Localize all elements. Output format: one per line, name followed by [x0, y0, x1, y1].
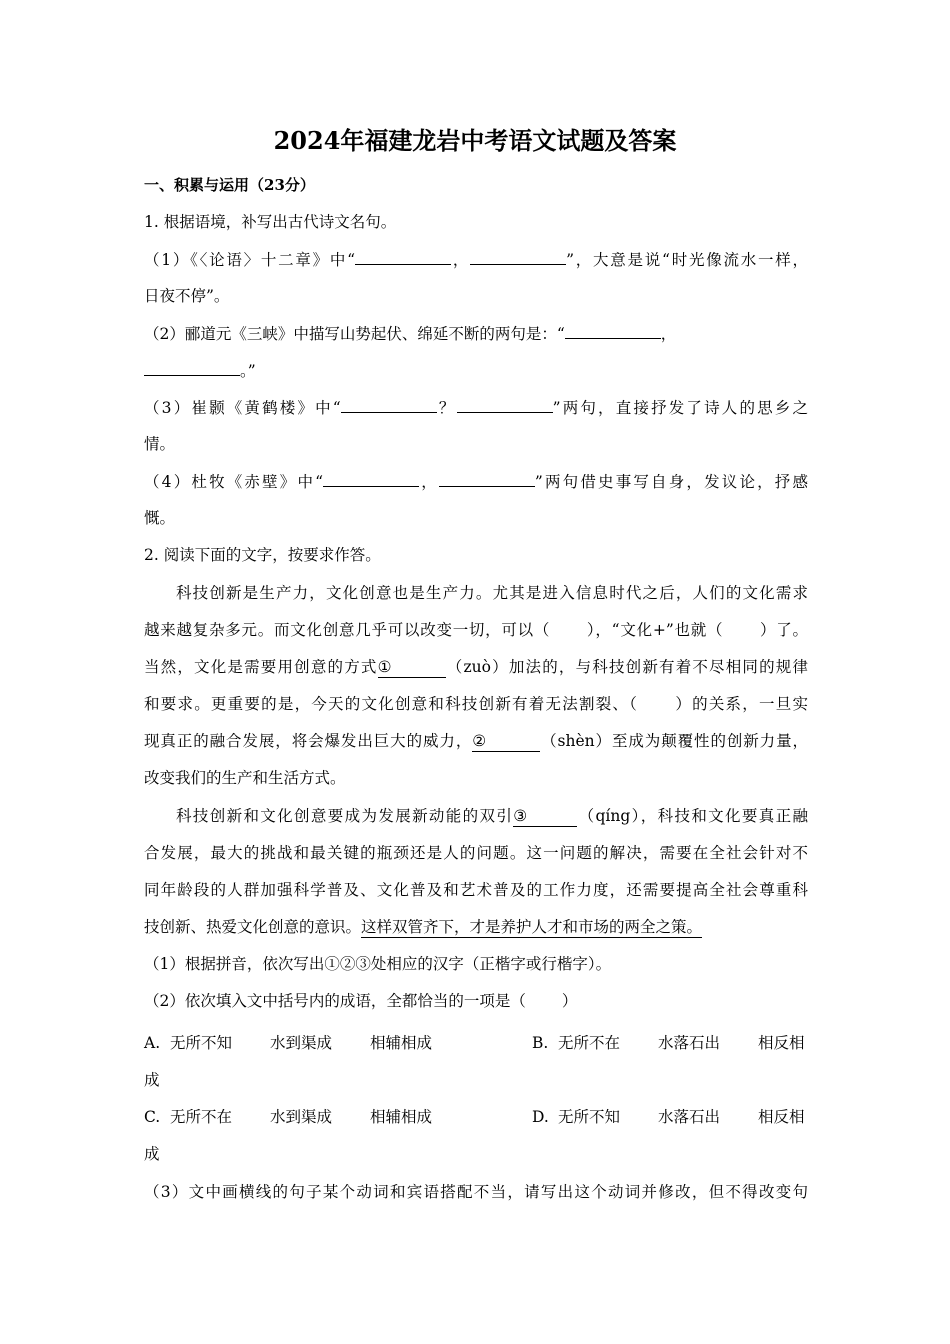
answer-blank[interactable] — [341, 395, 437, 413]
blank-mark-3[interactable]: ③ — [513, 806, 577, 827]
q1-sub3-line1: （3）崔颢《黄鹤楼》中“ ？ ”两句，直接抒发了诗人的思乡之 — [144, 395, 808, 420]
q2-sub3: （3）文中画横线的句子某个动词和宾语搭配不当，请写出这个动词并修改，但不得改变句 — [144, 1183, 808, 1201]
passage-p1-line1: 科技创新是生产力，文化创意也是生产力。尤其是进入信息时代之后，人们的文化需求 — [176, 584, 808, 602]
page-title: 2024年福建龙岩中考语文试题及答案 — [273, 126, 677, 155]
answer-blank[interactable] — [355, 247, 451, 265]
q2-sub2: （2）依次填入文中括号内的成语，全都恰当的一项是（ ） — [144, 992, 578, 1010]
blank-mark-2[interactable]: ② — [472, 731, 540, 752]
option-b-wrap: 成 — [144, 1071, 160, 1089]
answer-blank[interactable] — [457, 395, 553, 413]
passage-p2-line1: 科技创新和文化创意要成为发展新动能的双引③ （qíng），科技和文化要真正融 — [176, 807, 808, 825]
q1-sub4-line1: （4）杜牧《赤壁》中“ ， ”两句借史事写自身，发议论，抒感 — [144, 469, 808, 494]
passage-p2-line3: 同年龄段的人群加强科学普及、文化普及和艺术普及的工作力度，还需要提高全社会尊重科 — [144, 881, 808, 899]
blank-mark-1[interactable]: ① — [378, 657, 446, 678]
answer-blank[interactable] — [439, 469, 535, 487]
option-a[interactable]: A. 无所不知 水到渠成 相辅相成 — [144, 1034, 433, 1052]
passage-p2-line4: 技创新、热爱文化创意的意识。这样双管齐下，才是养护人才和市场的两全之策。 — [144, 918, 703, 936]
passage-p1-line4: 和要求。更重要的是，今天的文化创意和科技创新有着无法割裂、（ ）的关系，一旦实 — [144, 695, 808, 713]
option-b[interactable]: B. 无所不在 水落石出 相反相 — [532, 1034, 805, 1052]
q1-sub1-line1: （1）《〈论语〉十二章》中“ ， ”，大意是说“时光像流水一样， — [144, 247, 808, 272]
passage-p2-line2: 合发展，最大的挑战和最关键的瓶颈还是人的问题。这一问题的解决，需要在全社会针对不 — [144, 844, 808, 862]
option-d[interactable]: D. 无所不知 水落石出 相反相 — [532, 1108, 805, 1126]
answer-blank[interactable] — [470, 247, 566, 265]
passage-p1-line3: 当然，文化是需要用创意的方式① （zuò）加法的，与科技创新有着不尽相同的规律 — [144, 658, 808, 676]
option-c[interactable]: C. 无所不在 水到渠成 相辅相成 — [144, 1108, 433, 1126]
q1-sub2-line1: （2）郦道元《三峡》中描写山势起伏、绵延不断的两句是：“ ， — [144, 321, 808, 346]
q1-sub4-line2: 慨。 — [144, 509, 176, 527]
q2-sub1: （1）根据拼音，依次写出①②③处相应的汉字（正楷字或行楷字）。 — [144, 955, 612, 973]
answer-blank[interactable] — [565, 321, 661, 339]
answer-blank[interactable] — [323, 469, 419, 487]
q1-sub3-line2: 情。 — [144, 435, 176, 453]
question-1-stem: 1. 根据语境，补写出古代诗文名句。 — [144, 213, 397, 231]
option-d-wrap: 成 — [144, 1145, 160, 1163]
passage-p1-line6: 改变我们的生产和生活方式。 — [144, 769, 346, 787]
section-heading: 一、积累与运用（23分） — [144, 176, 315, 194]
q1-sub2-line2: 。” — [144, 358, 808, 383]
answer-blank[interactable] — [144, 358, 240, 376]
passage-p1-line5: 现真正的融合发展，将会爆发出巨大的威力，② （shèn）至成为颠覆性的创新力量， — [144, 732, 808, 750]
passage-p1-line2: 越来越复杂多元。而文化创意几乎可以改变一切，可以（ ），“文化+”也就（ ）了。 — [144, 621, 808, 639]
q1-sub1-line2: 日夜不停”。 — [144, 287, 230, 305]
question-2-stem: 2. 阅读下面的文字，按要求作答。 — [144, 546, 381, 564]
underlined-sentence: 这样双管齐下，才是养护人才和市场的两全之策。 — [361, 918, 703, 936]
